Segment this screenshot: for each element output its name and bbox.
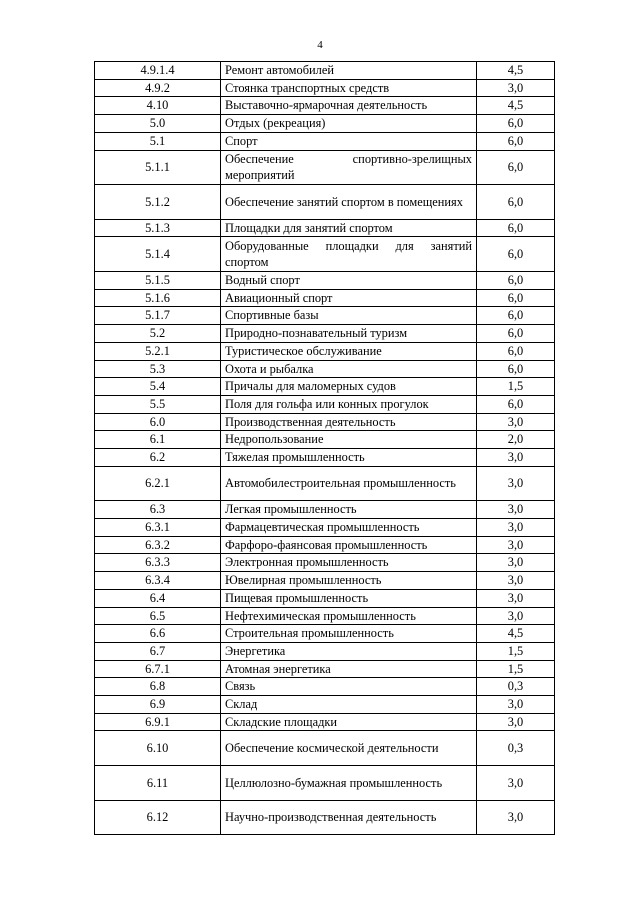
table-row — [95, 79, 555, 97]
row-value: 3,0 — [477, 696, 555, 714]
row-code: 6.1 — [95, 431, 221, 449]
table-row — [95, 272, 555, 290]
row-name: Отдых (рекреация) — [221, 115, 477, 133]
row-name: Охота и рыбалка — [221, 360, 477, 378]
table-row — [95, 289, 555, 307]
row-value: 2,0 — [477, 431, 555, 449]
table-row — [95, 132, 555, 150]
table-row — [95, 536, 555, 554]
row-name: Ювелирная промышленность — [221, 572, 477, 590]
row-value: 1,5 — [477, 660, 555, 678]
table-row — [95, 431, 555, 449]
row-value: 3,0 — [477, 449, 555, 467]
row-value: 4,5 — [477, 97, 555, 115]
row-code: 5.1 — [95, 132, 221, 150]
row-code: 6.3.4 — [95, 572, 221, 590]
row-value: 3,0 — [477, 413, 555, 431]
row-code: 6.9 — [95, 696, 221, 714]
table-row — [95, 97, 555, 115]
table-row — [95, 766, 555, 801]
row-value: 6,0 — [477, 395, 555, 413]
row-name: Автомобилестроительная промышленность — [221, 466, 477, 501]
row-name: Стоянка транспортных средств — [221, 79, 477, 97]
row-name: Тяжелая промышленность — [221, 449, 477, 467]
row-name: Недропользование — [221, 431, 477, 449]
row-code: 5.1.6 — [95, 289, 221, 307]
row-code: 5.1.2 — [95, 185, 221, 220]
row-value: 1,5 — [477, 378, 555, 396]
row-name: Энергетика — [221, 642, 477, 660]
row-value: 3,0 — [477, 554, 555, 572]
row-value: 4,5 — [477, 625, 555, 643]
row-name: Обеспечение космической деятельности — [221, 731, 477, 766]
row-code: 4.9.1.4 — [95, 62, 221, 80]
table-row — [95, 360, 555, 378]
row-name: Ремонт автомобилей — [221, 62, 477, 80]
row-code: 6.8 — [95, 678, 221, 696]
row-name: Легкая промышленность — [221, 501, 477, 519]
row-value: 6,0 — [477, 307, 555, 325]
row-value: 6,0 — [477, 342, 555, 360]
table-row — [95, 378, 555, 396]
row-value: 3,0 — [477, 607, 555, 625]
row-value: 3,0 — [477, 713, 555, 731]
row-name: Целлюлозно-бумажная промышленность — [221, 766, 477, 801]
row-name: Производственная деятельность — [221, 413, 477, 431]
page-number: 4 — [317, 39, 323, 51]
table-row — [95, 625, 555, 643]
table-row — [95, 696, 555, 714]
row-code: 6.2.1 — [95, 466, 221, 501]
row-code: 5.3 — [95, 360, 221, 378]
row-code: 5.5 — [95, 395, 221, 413]
row-name: Обеспечение спортивно-зрелищных мероприятий — [221, 150, 477, 185]
row-value: 6,0 — [477, 237, 555, 272]
row-code: 6.12 — [95, 800, 221, 835]
table-row — [95, 642, 555, 660]
row-value: 6,0 — [477, 115, 555, 133]
row-code: 6.3.2 — [95, 536, 221, 554]
row-code: 5.1.5 — [95, 272, 221, 290]
row-value: 3,0 — [477, 572, 555, 590]
row-code: 6.7.1 — [95, 660, 221, 678]
row-name: Обеспечение занятий спортом в помещениях — [221, 185, 477, 220]
row-name: Водный спорт — [221, 272, 477, 290]
table-row — [95, 501, 555, 519]
table-row — [95, 395, 555, 413]
row-value: 6,0 — [477, 219, 555, 237]
row-value: 6,0 — [477, 360, 555, 378]
table-row — [95, 307, 555, 325]
row-name: Строительная промышленность — [221, 625, 477, 643]
row-code: 6.5 — [95, 607, 221, 625]
table-row — [95, 800, 555, 835]
row-name: Оборудованные площадки для занятий спортом — [221, 237, 477, 272]
land-use-table — [94, 61, 555, 835]
row-name: Площадки для занятий спортом — [221, 219, 477, 237]
row-code: 6.0 — [95, 413, 221, 431]
table-row — [95, 62, 555, 80]
row-name: Электронная промышленность — [221, 554, 477, 572]
row-code: 6.10 — [95, 731, 221, 766]
table-row — [95, 150, 555, 185]
row-value: 6,0 — [477, 325, 555, 343]
row-value: 6,0 — [477, 272, 555, 290]
row-code: 6.11 — [95, 766, 221, 801]
row-value: 6,0 — [477, 185, 555, 220]
table-row — [95, 519, 555, 537]
row-value: 3,0 — [477, 536, 555, 554]
row-code: 5.0 — [95, 115, 221, 133]
row-name: Складские площадки — [221, 713, 477, 731]
table-row — [95, 185, 555, 220]
table-row — [95, 572, 555, 590]
row-code: 5.1.4 — [95, 237, 221, 272]
row-code: 6.6 — [95, 625, 221, 643]
table-row — [95, 660, 555, 678]
table-row — [95, 607, 555, 625]
table-row — [95, 678, 555, 696]
row-value: 0,3 — [477, 678, 555, 696]
row-value: 3,0 — [477, 800, 555, 835]
table-row — [95, 342, 555, 360]
row-code: 5.1.1 — [95, 150, 221, 185]
table-row — [95, 731, 555, 766]
row-value: 3,0 — [477, 466, 555, 501]
row-code: 6.7 — [95, 642, 221, 660]
row-name: Спортивные базы — [221, 307, 477, 325]
row-code: 6.4 — [95, 589, 221, 607]
table-row — [95, 449, 555, 467]
row-value: 4,5 — [477, 62, 555, 80]
row-code: 6.2 — [95, 449, 221, 467]
table-row — [95, 219, 555, 237]
row-name: Спорт — [221, 132, 477, 150]
table-row — [95, 713, 555, 731]
row-value: 1,5 — [477, 642, 555, 660]
row-code: 6.9.1 — [95, 713, 221, 731]
row-code: 6.3 — [95, 501, 221, 519]
row-name: Авиационный спорт — [221, 289, 477, 307]
table-row — [95, 237, 555, 272]
row-value: 6,0 — [477, 132, 555, 150]
row-name: Поля для гольфа или конных прогулок — [221, 395, 477, 413]
row-name: Склад — [221, 696, 477, 714]
row-name: Нефтехимическая промышленность — [221, 607, 477, 625]
row-value: 6,0 — [477, 150, 555, 185]
row-value: 3,0 — [477, 501, 555, 519]
row-value: 3,0 — [477, 79, 555, 97]
row-code: 4.10 — [95, 97, 221, 115]
row-name: Туристическое обслуживание — [221, 342, 477, 360]
row-code: 5.2.1 — [95, 342, 221, 360]
row-name: Атомная энергетика — [221, 660, 477, 678]
table-row — [95, 413, 555, 431]
row-name: Причалы для маломерных судов — [221, 378, 477, 396]
row-code: 5.4 — [95, 378, 221, 396]
row-name: Природно-познавательный туризм — [221, 325, 477, 343]
table-row — [95, 589, 555, 607]
row-name: Выставочно-ярмарочная деятельность — [221, 97, 477, 115]
table-row — [95, 325, 555, 343]
row-code: 5.2 — [95, 325, 221, 343]
row-name: Научно-производственная деятельность — [221, 800, 477, 835]
table-row — [95, 466, 555, 501]
row-code: 6.3.3 — [95, 554, 221, 572]
row-name: Пищевая промышленность — [221, 589, 477, 607]
row-value: 0,3 — [477, 731, 555, 766]
row-code: 4.9.2 — [95, 79, 221, 97]
row-name: Фармацевтическая промышленность — [221, 519, 477, 537]
row-name: Фарфоро-фаянсовая промышленность — [221, 536, 477, 554]
table-row — [95, 554, 555, 572]
row-code: 6.3.1 — [95, 519, 221, 537]
row-value: 3,0 — [477, 519, 555, 537]
row-code: 5.1.7 — [95, 307, 221, 325]
row-value: 3,0 — [477, 589, 555, 607]
row-value: 6,0 — [477, 289, 555, 307]
row-value: 3,0 — [477, 766, 555, 801]
table-row — [95, 115, 555, 133]
row-name: Связь — [221, 678, 477, 696]
row-code: 5.1.3 — [95, 219, 221, 237]
